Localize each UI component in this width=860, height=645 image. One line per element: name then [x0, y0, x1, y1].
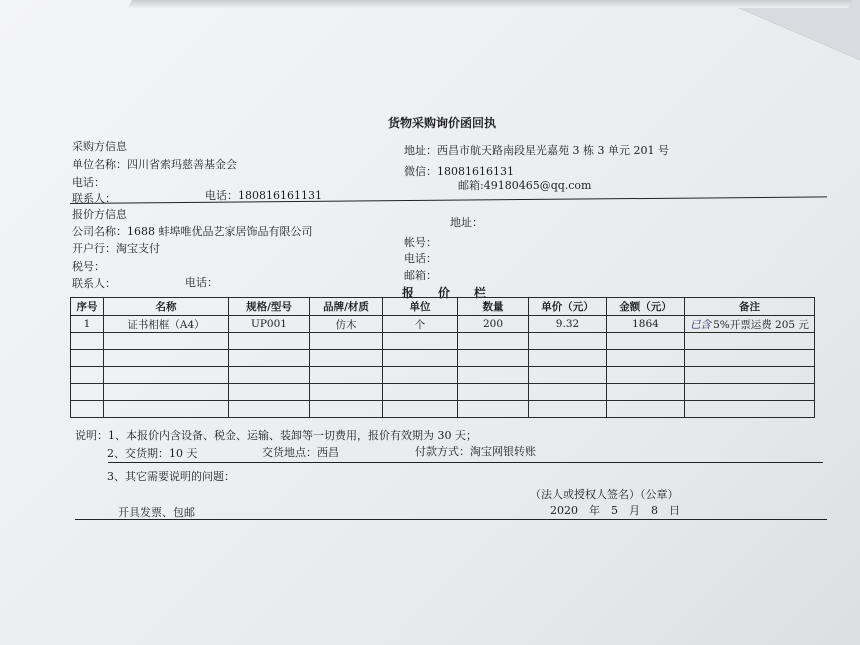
quote-table-title: 报 价 栏 — [402, 286, 487, 300]
quoter-bank: 开户行：淘宝支付 — [72, 242, 160, 255]
note-delivery-period: 2、交货期：10 天 — [107, 447, 198, 460]
table-cell: 9.32 — [529, 316, 607, 333]
divider-line — [108, 462, 823, 463]
header-cell: 序号 — [71, 298, 104, 316]
buyer-unit-name: 单位名称：四川省索玛慈善基金会 — [72, 158, 237, 171]
remark-cell — [685, 316, 815, 333]
note-line-3: 3、其它需要说明的问题： — [107, 470, 235, 483]
header-cell: 金额（元） — [607, 298, 685, 316]
table-row — [71, 333, 815, 350]
header-cell: 数量 — [458, 298, 529, 316]
note-delivery-place: 交货地点：西昌 — [262, 446, 339, 459]
quoter-postcode: 邮箱： — [404, 269, 437, 282]
quoter-account: 帐号： — [404, 236, 437, 249]
quote-table — [70, 297, 815, 418]
table-cell: UP001 — [229, 316, 310, 333]
buyer-email: 邮箱:49180465@qq.com — [458, 179, 592, 192]
buyer-section-label: 采购方信息 — [72, 140, 127, 153]
table-row — [71, 350, 815, 367]
table-row — [71, 384, 815, 401]
quoter-address: 地址： — [450, 216, 483, 229]
quoter-tax-id: 税号： — [72, 260, 105, 273]
table-row — [71, 316, 815, 333]
signature-label: （法人或授权人签名）（公章） — [530, 488, 679, 501]
table-row — [71, 401, 815, 418]
table-cell: 1 — [71, 316, 104, 333]
note-payment: 付款方式：淘宝网银转账 — [415, 445, 536, 458]
remark-text: 5%开票运费 205 元 — [713, 318, 809, 331]
note-line-1: 说明：1、本报价内含设备、税金、运输、装卸等一切费用，报价有效期为 30 天； — [75, 429, 477, 442]
header-cell: 备注 — [685, 298, 815, 316]
table-cell: 个 — [383, 316, 458, 333]
header-cell: 规格/型号 — [229, 298, 310, 316]
buyer-address: 地址：西昌市航天路南段星光嘉苑 3 栋 3 单元 201 号 — [404, 144, 669, 157]
header-cell: 单位 — [383, 298, 458, 316]
document-date: 2020 年 5 月 8 日 — [550, 504, 680, 517]
header-cell: 名称 — [104, 298, 229, 316]
quoter-section-label: 报价方信息 — [72, 208, 127, 221]
table-row — [71, 367, 815, 384]
header-cell: 单价（元） — [529, 298, 607, 316]
table-cell: 证书相框（A4） — [104, 316, 229, 333]
header-cell: 品牌/材质 — [310, 298, 383, 316]
paper-edge-shadow — [128, 0, 853, 8]
note-extra: 开具发票、包邮 — [118, 506, 195, 519]
document-title: 货物采购询价函回执 — [388, 116, 497, 130]
buyer-phone: 电话： — [72, 176, 105, 189]
handwritten-remark: 已含 — [690, 318, 712, 331]
quoter-contact-phone: 电话： — [185, 276, 218, 289]
buyer-contact: 联系人： — [72, 192, 116, 205]
table-header-row — [71, 298, 815, 316]
quoter-phone: 电话： — [404, 252, 437, 265]
quoter-contact: 联系人： — [72, 277, 116, 290]
table-cell: 仿木 — [310, 316, 383, 333]
divider-line — [75, 519, 827, 520]
quoter-company: 公司名称：1688 蚌埠唯优品艺家居饰品有限公司 — [72, 225, 313, 238]
table-cell: 1864 — [607, 316, 685, 333]
table-cell: 200 — [458, 316, 529, 333]
buyer-contact-phone: 电话：18081616113​1 — [205, 189, 322, 202]
buyer-wechat: 微信：18081616131 — [404, 165, 514, 178]
